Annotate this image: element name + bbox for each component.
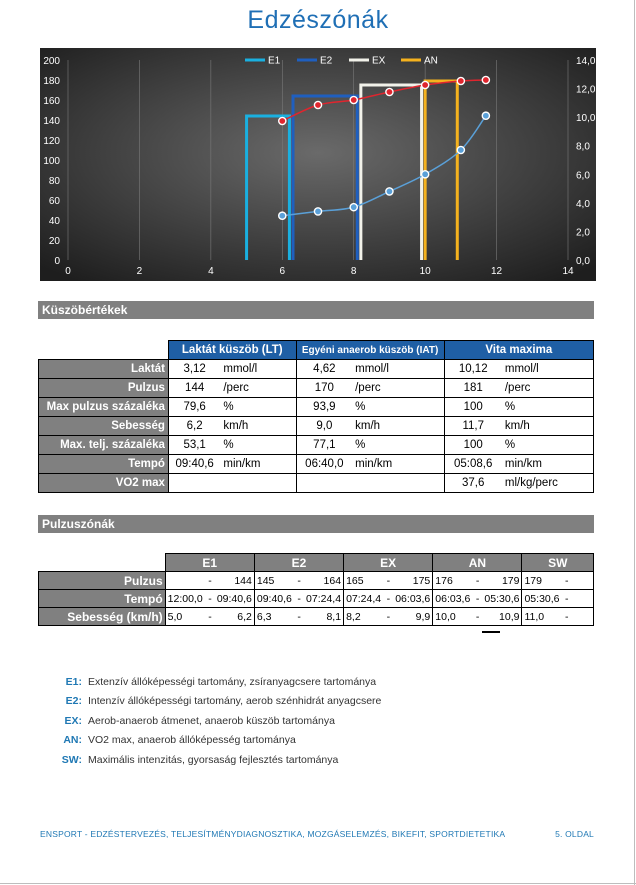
- range-dash: -: [562, 608, 572, 626]
- col-header-vita-maxima: Vita maxima: [444, 341, 593, 360]
- pulse-zone-row: [39, 608, 594, 626]
- range-high: 09:40,6: [215, 590, 255, 608]
- heart-rate-point: [350, 96, 357, 103]
- row-label: Max. telj. százaléka: [39, 436, 169, 455]
- pulse-zone-row: [39, 572, 594, 590]
- legend-note: [38, 672, 538, 692]
- range-high: 179: [482, 572, 522, 590]
- pulse-zone-row: [39, 590, 594, 608]
- footer-page-number: 5. OLDAL: [555, 829, 594, 839]
- range-high: 8,1: [304, 608, 344, 626]
- range-dash: -: [473, 608, 483, 626]
- row-label: Sebesség (km/h): [39, 608, 166, 626]
- x-tick-label: 10: [419, 266, 431, 277]
- col-header-iat: Egyéni anaerob küszöb (IAT): [296, 341, 444, 360]
- y-left-tick-label: 60: [48, 196, 60, 207]
- row-label: Laktát: [39, 360, 169, 379]
- zone-chart-svg: [40, 48, 596, 281]
- value-cell: 11,7: [444, 417, 502, 436]
- value-cell: 100: [444, 398, 502, 417]
- x-tick-label: 6: [279, 266, 286, 277]
- threshold-section-title: Küszöbértékek: [38, 301, 594, 319]
- range-low: 12:00,0: [165, 590, 205, 608]
- range-dash: -: [473, 572, 483, 590]
- heart-rate-point: [279, 117, 286, 124]
- range-high: [572, 572, 594, 590]
- range-dash: -: [205, 572, 215, 590]
- value-cell: 06:40,0: [296, 455, 352, 474]
- row-label: Tempó: [39, 455, 169, 474]
- legend-note-text: Extenzív állóképességi tartomány, zsíranyagcsere tartománya: [88, 675, 377, 688]
- unit-cell: %: [502, 398, 594, 417]
- range-high: 07:24,4: [304, 590, 344, 608]
- range-high: 05:30,6: [482, 590, 522, 608]
- page-border: [634, 0, 635, 885]
- legend-note: [38, 731, 538, 751]
- cell-underline-mark: [482, 631, 500, 633]
- legend-note-text: VO2 max, anaerob állóképesség tartománya: [88, 734, 296, 747]
- legend-note: [38, 711, 538, 731]
- zone-chart: [40, 48, 596, 281]
- range-dash: -: [294, 572, 304, 590]
- unit-cell: [220, 474, 296, 493]
- zone-legend: [38, 672, 538, 770]
- range-high: 175: [393, 572, 433, 590]
- range-low: 09:40,6: [254, 590, 294, 608]
- legend-note-text: Intenzív állóképességi tartomány, aerob szénhidrát anyagcsere: [88, 695, 382, 708]
- y-right-tick-label: 0,0: [576, 256, 590, 267]
- range-low: 5,0: [165, 608, 205, 626]
- unit-cell: km/h: [352, 417, 444, 436]
- legend-note-key: AN:: [63, 734, 82, 747]
- row-label: Max pulzus százaléka: [39, 398, 169, 417]
- lactate-point: [422, 171, 429, 178]
- threshold-table: [38, 340, 594, 493]
- value-cell: 77,1: [296, 436, 352, 455]
- x-tick-label: 4: [208, 266, 214, 277]
- y-right-tick-label: 12,0: [576, 84, 596, 96]
- y-left-tick-label: 0: [54, 256, 60, 267]
- range-dash: -: [562, 572, 572, 590]
- value-cell: 4,62: [296, 360, 352, 379]
- value-cell: 09:40,6: [168, 455, 220, 474]
- range-dash: -: [384, 590, 394, 608]
- y-right-tick-label: 6,0: [576, 170, 590, 182]
- row-label: Pulzus: [39, 379, 169, 398]
- unit-cell: mmol/l: [352, 360, 444, 379]
- range-low: 179: [522, 572, 562, 590]
- col-header-e1: E1: [165, 554, 254, 572]
- x-tick-label: 12: [491, 266, 503, 277]
- range-dash: -: [384, 572, 394, 590]
- unit-cell: min/km: [502, 455, 594, 474]
- range-low: 145: [254, 572, 294, 590]
- y-left-tick-label: 20: [48, 236, 60, 247]
- legend-note: [38, 750, 538, 770]
- row-label: Tempó: [39, 590, 166, 608]
- unit-cell: /perc: [502, 379, 594, 398]
- threshold-row: [39, 360, 594, 379]
- y-left-tick-label: 140: [43, 116, 60, 127]
- col-header-an: AN: [433, 554, 522, 572]
- unit-cell: min/km: [352, 455, 444, 474]
- y-left-tick-label: 40: [48, 216, 60, 227]
- heart-rate-point: [457, 77, 464, 84]
- unit-cell: km/h: [220, 417, 296, 436]
- value-cell: 37,6: [444, 474, 502, 493]
- range-dash: -: [562, 590, 572, 608]
- legend-note-text: Aerob-anaerob átmenet, anaerob küszöb tartománya: [88, 714, 335, 727]
- unit-cell: mmol/l: [220, 360, 296, 379]
- legend-note-key: E2:: [65, 695, 82, 708]
- range-dash: -: [205, 608, 215, 626]
- threshold-row: [39, 455, 594, 474]
- unit-cell: km/h: [502, 417, 594, 436]
- value-cell: 181: [444, 379, 502, 398]
- threshold-row: [39, 474, 594, 493]
- value-cell: 53,1: [168, 436, 220, 455]
- value-cell: [168, 474, 220, 493]
- range-low: 11,0: [522, 608, 562, 626]
- y-right-tick-label: 8,0: [576, 141, 590, 153]
- legend-label-ex: EX: [372, 55, 386, 67]
- range-high: 06:03,6: [393, 590, 433, 608]
- x-tick-label: 0: [65, 266, 71, 277]
- y-right-tick-label: 2,0: [576, 227, 590, 239]
- value-cell: 170: [296, 379, 352, 398]
- unit-cell: %: [352, 436, 444, 455]
- header-spacer: [39, 554, 166, 572]
- y-right-tick-label: 4,0: [576, 198, 590, 210]
- lactate-point: [386, 188, 393, 195]
- chart-background: [40, 48, 596, 281]
- x-tick-label: 2: [136, 266, 143, 277]
- unit-cell: ml/kg/perc: [502, 474, 594, 493]
- header-spacer: [39, 341, 169, 360]
- x-tick-label: 14: [562, 266, 574, 277]
- value-cell: 93,9: [296, 398, 352, 417]
- range-low: [165, 572, 205, 590]
- threshold-row: [39, 436, 594, 455]
- range-low: 8,2: [344, 608, 384, 626]
- unit-cell: %: [502, 436, 594, 455]
- unit-cell: mmol/l: [502, 360, 594, 379]
- range-dash: -: [473, 590, 483, 608]
- value-cell: 9,0: [296, 417, 352, 436]
- value-cell: 144: [168, 379, 220, 398]
- threshold-row: [39, 379, 594, 398]
- value-cell: [296, 474, 352, 493]
- col-header-lt: Laktát küszöb (LT): [168, 341, 296, 360]
- unit-cell: [352, 474, 444, 493]
- range-low: 6,3: [254, 608, 294, 626]
- legend-note-key: EX:: [64, 714, 82, 727]
- col-header-ex: EX: [344, 554, 433, 572]
- range-high: 144: [215, 572, 255, 590]
- unit-cell: min/km: [220, 455, 296, 474]
- y-left-tick-label: 180: [43, 76, 60, 87]
- row-label: VO2 max: [39, 474, 169, 493]
- y-left-tick-label: 100: [43, 156, 60, 167]
- range-high: [572, 608, 594, 626]
- lactate-point: [350, 204, 357, 211]
- range-low: 06:03,6: [433, 590, 473, 608]
- unit-cell: /perc: [352, 379, 444, 398]
- range-high: 9,9: [393, 608, 433, 626]
- value-cell: 10,12: [444, 360, 502, 379]
- lactate-point: [457, 146, 464, 153]
- page-border: [0, 883, 636, 884]
- legend-note-text: Maximális intenzitás, gyorsaság fejlesztés tartománya: [88, 753, 339, 766]
- range-dash: -: [384, 608, 394, 626]
- value-cell: 05:08,6: [444, 455, 502, 474]
- range-high: 10,9: [482, 608, 522, 626]
- col-header-sw: SW: [522, 554, 594, 572]
- unit-cell: %: [220, 398, 296, 417]
- x-tick-label: 8: [350, 266, 357, 277]
- lactate-point: [314, 208, 321, 215]
- lactate-point: [482, 112, 489, 119]
- value-cell: 79,6: [168, 398, 220, 417]
- unit-cell: %: [220, 436, 296, 455]
- legend-label-an: AN: [424, 55, 438, 67]
- row-label: Pulzus: [39, 572, 166, 590]
- range-low: 176: [433, 572, 473, 590]
- y-left-tick-label: 120: [43, 136, 60, 147]
- heart-rate-point: [386, 88, 393, 95]
- range-dash: -: [294, 608, 304, 626]
- value-cell: 100: [444, 436, 502, 455]
- pulse-zones-section-title: Pulzuszónák: [38, 515, 594, 533]
- y-left-tick-label: 200: [43, 56, 60, 67]
- y-right-tick-label: 14,0: [576, 56, 596, 67]
- pulse-zones-table: [38, 553, 594, 626]
- value-cell: 6,2: [168, 417, 220, 436]
- row-label: Sebesség: [39, 417, 169, 436]
- range-low: 165: [344, 572, 384, 590]
- range-dash: -: [205, 590, 215, 608]
- range-low: 05:30,6: [522, 590, 562, 608]
- legend-note: [38, 692, 538, 712]
- value-cell: 3,12: [168, 360, 220, 379]
- range-low: 10,0: [433, 608, 473, 626]
- page-title: Edzészónák: [247, 6, 389, 34]
- legend-label-e2: E2: [320, 55, 333, 67]
- threshold-row: [39, 398, 594, 417]
- range-dash: -: [294, 590, 304, 608]
- heart-rate-point: [422, 81, 429, 88]
- unit-cell: %: [352, 398, 444, 417]
- threshold-row: [39, 417, 594, 436]
- legend-label-e1: E1: [268, 55, 281, 67]
- lactate-point: [279, 212, 286, 219]
- range-high: 6,2: [215, 608, 255, 626]
- y-left-tick-label: 160: [43, 96, 60, 107]
- y-left-tick-label: 80: [48, 176, 60, 187]
- heart-rate-point: [482, 76, 489, 83]
- footer-company: ENSPORT - EDZÉSTERVEZÉS, TELJESÍTMÉNYDIAGNOSZTIKA, MOZGÁSELEMZÉS, BIKEFIT, SPORTDIETETIKA: [40, 829, 506, 839]
- heart-rate-point: [314, 101, 321, 108]
- col-header-e2: E2: [254, 554, 343, 572]
- unit-cell: /perc: [220, 379, 296, 398]
- y-right-tick-label: 10,0: [576, 113, 596, 125]
- range-low: 07:24,4: [344, 590, 384, 608]
- range-high: 164: [304, 572, 344, 590]
- legend-note-key: E1:: [65, 675, 82, 688]
- legend-note-key: SW:: [61, 753, 82, 766]
- range-high: [572, 590, 594, 608]
